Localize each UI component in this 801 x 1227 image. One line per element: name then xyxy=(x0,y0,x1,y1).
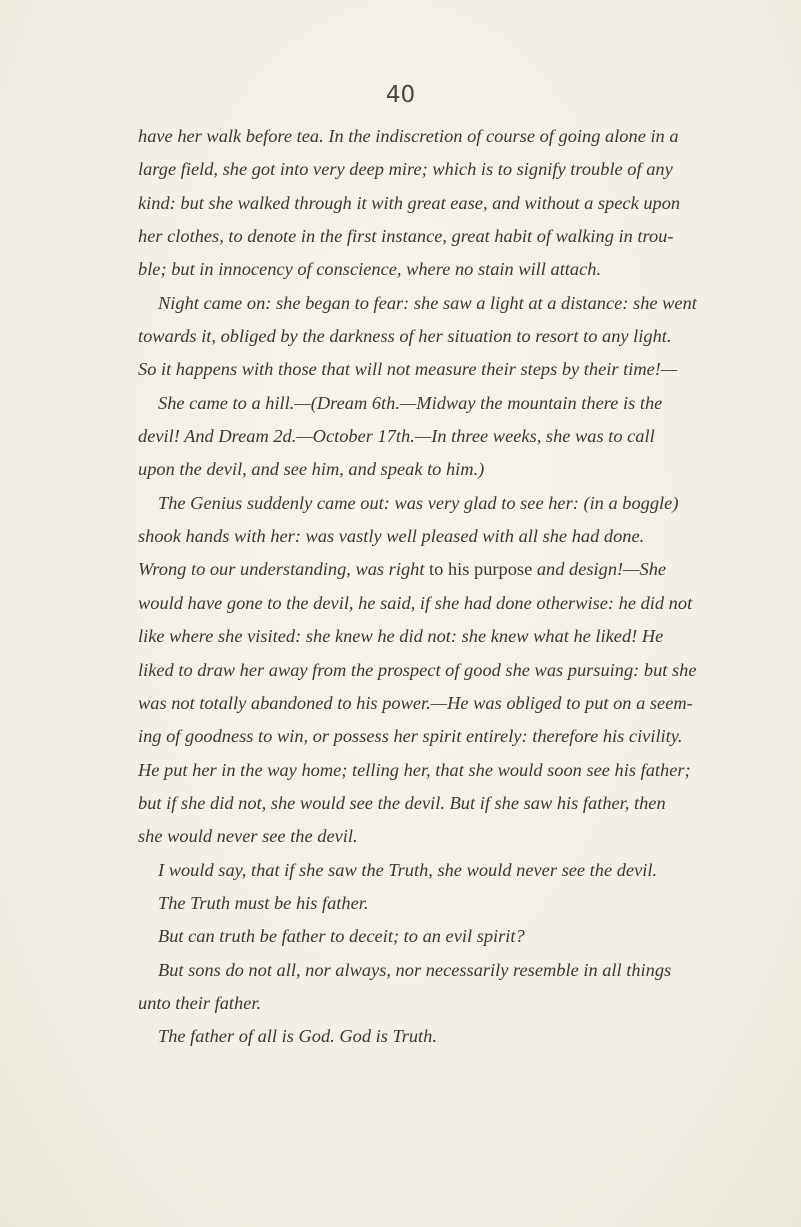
text-line: towards it, obliged by the darkness of her situation to resort to any light. xyxy=(138,326,672,347)
text-line: Night came on: she began to fear: she saw a light at a distance: she went xyxy=(158,292,697,313)
text-line: upon the devil, and see him, and speak to him.) xyxy=(138,459,485,480)
text-line: She came to a hill.—(Dream 6th.—Midway the mountain there is the xyxy=(158,392,663,413)
text-line: He put her in the way home; telling her, that she would soon see his father; xyxy=(138,759,691,780)
text-line: The Truth must be his father. xyxy=(158,892,369,913)
text-line: shook hands with her: was vastly well pleased with all she had done. xyxy=(138,526,645,547)
text-line: like where she visited: she knew he did not: she knew what he liked! He xyxy=(138,626,664,647)
body-text xyxy=(138,120,708,1054)
text-line: ing of goodness to win, or possess her spirit entirely: therefore his civility. xyxy=(138,726,683,747)
text-line: was not totally abandoned to his power.—He was obliged to put on a seem- xyxy=(138,692,693,713)
text-line: The Genius suddenly came out: was very glad to see her: (in a boggle) xyxy=(158,492,679,513)
text-line: but if she did not, she would see the devil. But if she saw his father, then xyxy=(138,792,666,813)
italic-segment: Wrong to our understanding, was right xyxy=(138,559,425,580)
italic-segment: and design!—She xyxy=(536,559,667,580)
text-line: unto their father. xyxy=(138,992,262,1013)
text-line: kind: but she walked through it with great ease, and without a speck upon xyxy=(138,192,681,213)
text-line: So it happens with those that will not measure their steps by their time!— xyxy=(138,359,678,380)
page-number: 40 xyxy=(385,82,416,108)
text-line: I would say, that if she saw the Truth, she would never see the devil. xyxy=(158,859,658,880)
text-line: The father of all is God. God is Truth. xyxy=(158,1026,437,1047)
text-line: large field, she got into very deep mire; which is to signify trouble of any xyxy=(138,159,673,180)
text-line: she would never see the devil. xyxy=(138,826,358,847)
text-line: But can truth be father to deceit; to an evil spirit? xyxy=(158,926,525,947)
text-line: liked to draw her away from the prospect of good she was pursuing: but she xyxy=(138,659,697,680)
text-line: her clothes, to denote in the first instance, great habit of walking in trou- xyxy=(138,226,674,247)
text-line: But sons do not all, nor always, nor necessarily resemble in all things xyxy=(158,959,672,980)
upright-segment: to his purpose xyxy=(424,559,537,580)
text-line: would have gone to the devil, he said, if she had done otherwise: he did not xyxy=(138,592,693,613)
text-line: have her walk before tea. In the indiscretion of course of going alone in a xyxy=(138,126,679,146)
text-line: devil! And Dream 2d.—October 17th.—In three weeks, she was to call xyxy=(138,426,655,447)
text-line-mixed xyxy=(138,553,708,586)
text-line: ble; but in innocency of conscience, where no stain will attach. xyxy=(138,259,602,280)
